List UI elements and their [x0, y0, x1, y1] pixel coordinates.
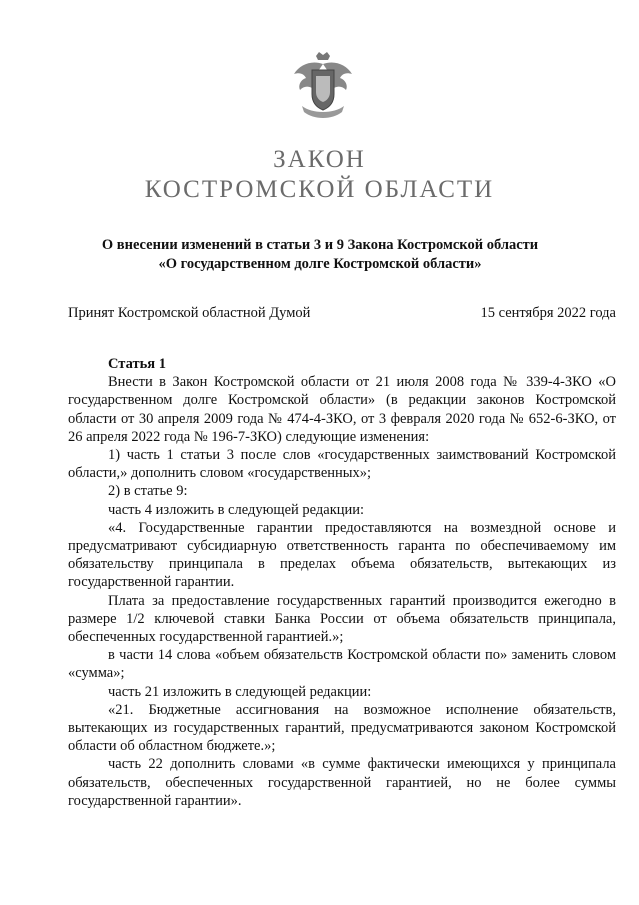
- paragraph: 1) часть 1 статьи 3 после слов «государственных заимствований Костромской области,» дополнить словом «государственных»;: [68, 447, 616, 482]
- article-heading: Статья 1: [108, 356, 166, 372]
- coat-of-arms-icon: [288, 50, 358, 122]
- adoption-date: 15 сентября 2022 года: [480, 305, 616, 321]
- article-body: [68, 355, 616, 810]
- adopted-by: Принят Костромской областной Думой: [68, 305, 311, 321]
- paragraph: Внести в Закон Костромской области от 21 июля 2008 года № 339-4-ЗКО «О государственном долге Костромской области» (в редакции законов Костромской области от 30 апреля 2009 года № 474-4-ЗКО, от 3 февраля 2020 года № 652-6-ЗКО, от 26 апреля 2022 года № 196-7-ЗКО) следующие изменения:: [68, 374, 616, 445]
- paragraph: в части 14 слова «объем обязательств Костромской области по» заменить словом «сумма»;: [68, 647, 616, 682]
- paragraph: 2) в статье 9:: [108, 483, 188, 500]
- law-title-line1: ЗАКОН: [273, 146, 366, 173]
- law-title-line2: КОСТРОМСКОЙ ОБЛАСТИ: [144, 176, 495, 203]
- document-subject: [60, 236, 580, 274]
- subject-line1: О внесении изменений в статьи 3 и 9 Закона Костромской области: [101, 237, 539, 253]
- paragraph: часть 4 изложить в следующей редакции:: [108, 501, 365, 518]
- paragraph: часть 22 дополнить словами «в сумме фактически имеющихся у принципала обязательств, обеспеченных государственной гарантией, но не более суммы государственной гарантии».: [68, 756, 616, 809]
- paragraph: «21. Бюджетные ассигнования на возможное исполнение обязательств, вытекающих из государственных гарантий, предусматриваются законом Костромской области об областном бюджете.»;: [68, 701, 616, 755]
- paragraph: «4. Государственные гарантии предоставляются на возмездной основе и предусматривают субсидиарную ответственность гаранта по обеспечиваемому им обязательству принципала в пределах объема обязательств, вытекающих из государственной гарантии.: [68, 519, 616, 591]
- adoption-line: [68, 304, 616, 323]
- paragraph: Плата за предоставление государственных гарантий производится ежегодно в размере 1/2 ключевой ставки Банка России от объема обязательств принципала, обеспеченных государственной гарантией.»;: [68, 592, 616, 646]
- subject-line2: «О государственном долге Костромской области»: [158, 256, 482, 272]
- paragraph: часть 21 изложить в следующей редакции:: [108, 683, 372, 700]
